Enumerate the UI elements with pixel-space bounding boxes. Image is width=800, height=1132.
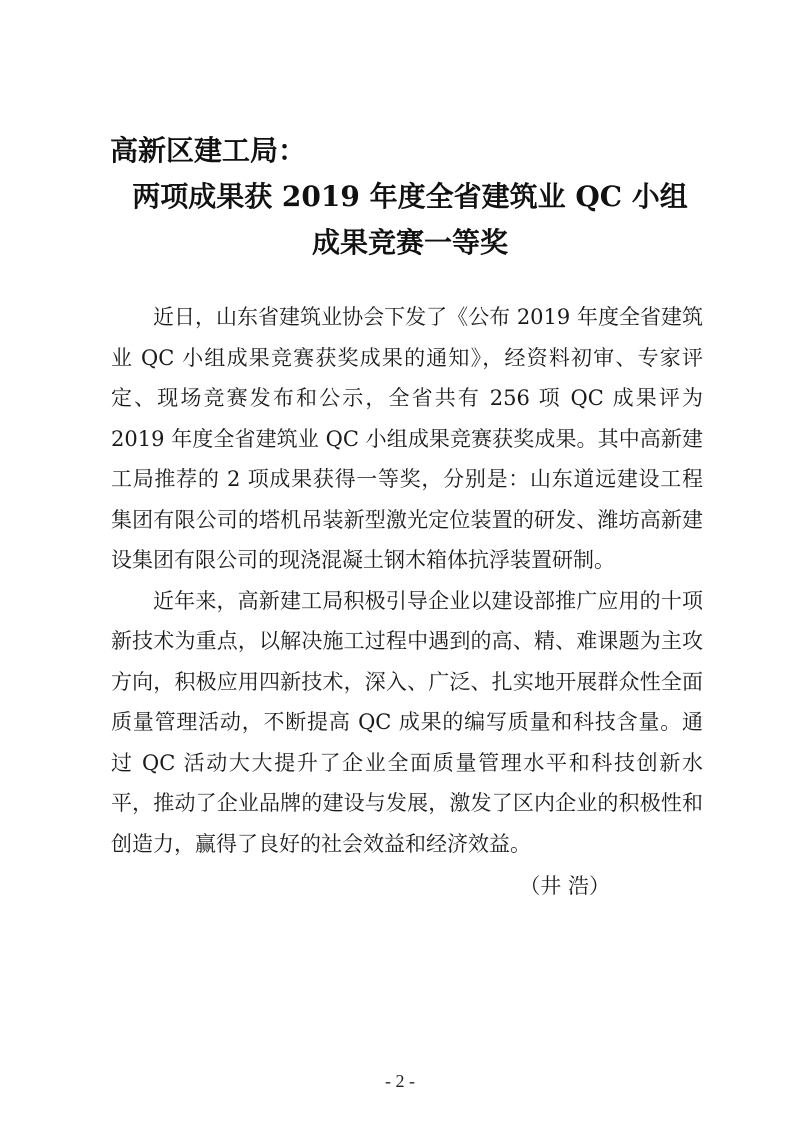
paragraph-1: 近日，山东省建筑业协会下发了《公布 2019 年度全省建筑业 QC 小组成果竞赛获奖成果的通知》，经资料初审、专家评定、现场竞赛发布和公示，全省共有 256 项 QC 成果评为 2019 年度全省建筑业 QC 小组成果竞赛获奖成果。其中高新建工局推荐的 2 项成果获得一等奖，分别是：山东道远建设工程集团有限公司的塔机吊装新型激光定位装置的研发、潍坊高新建设集团有限公司的现浇混凝土钢木箱体抗浮装置研制。 (111, 305, 703, 572)
title-line-2: 两项成果获 2019 年度全省建筑业 QC 小组 (132, 180, 688, 213)
paragraph-2: 近年来，高新建工局积极引导企业以建设部推广应用的十项新技术为重点，以解决施工过程中遇到的高、精、难课题为主攻方向，积极应用四新技术，深入、广泛、扎实地开展群众性全面质量管理活动，不断提高 QC 成果的编写质量和科技含量。通过 QC 活动大大提升了企业全面质量管理水平和科技创新水平，推动了企业品牌的建设与发展，激发了区内企业的积极性和创造力，赢得了良好的社会效益和经济效益。 (111, 588, 703, 856)
article-body (111, 297, 703, 864)
author-signature: （井 浩） (519, 874, 610, 898)
page-number: - 2 - (385, 1071, 415, 1091)
article-title (110, 128, 710, 266)
title-line-3: 成果竞赛一等奖 (311, 226, 508, 259)
title-line-1: 高新区建工局： (110, 134, 307, 167)
